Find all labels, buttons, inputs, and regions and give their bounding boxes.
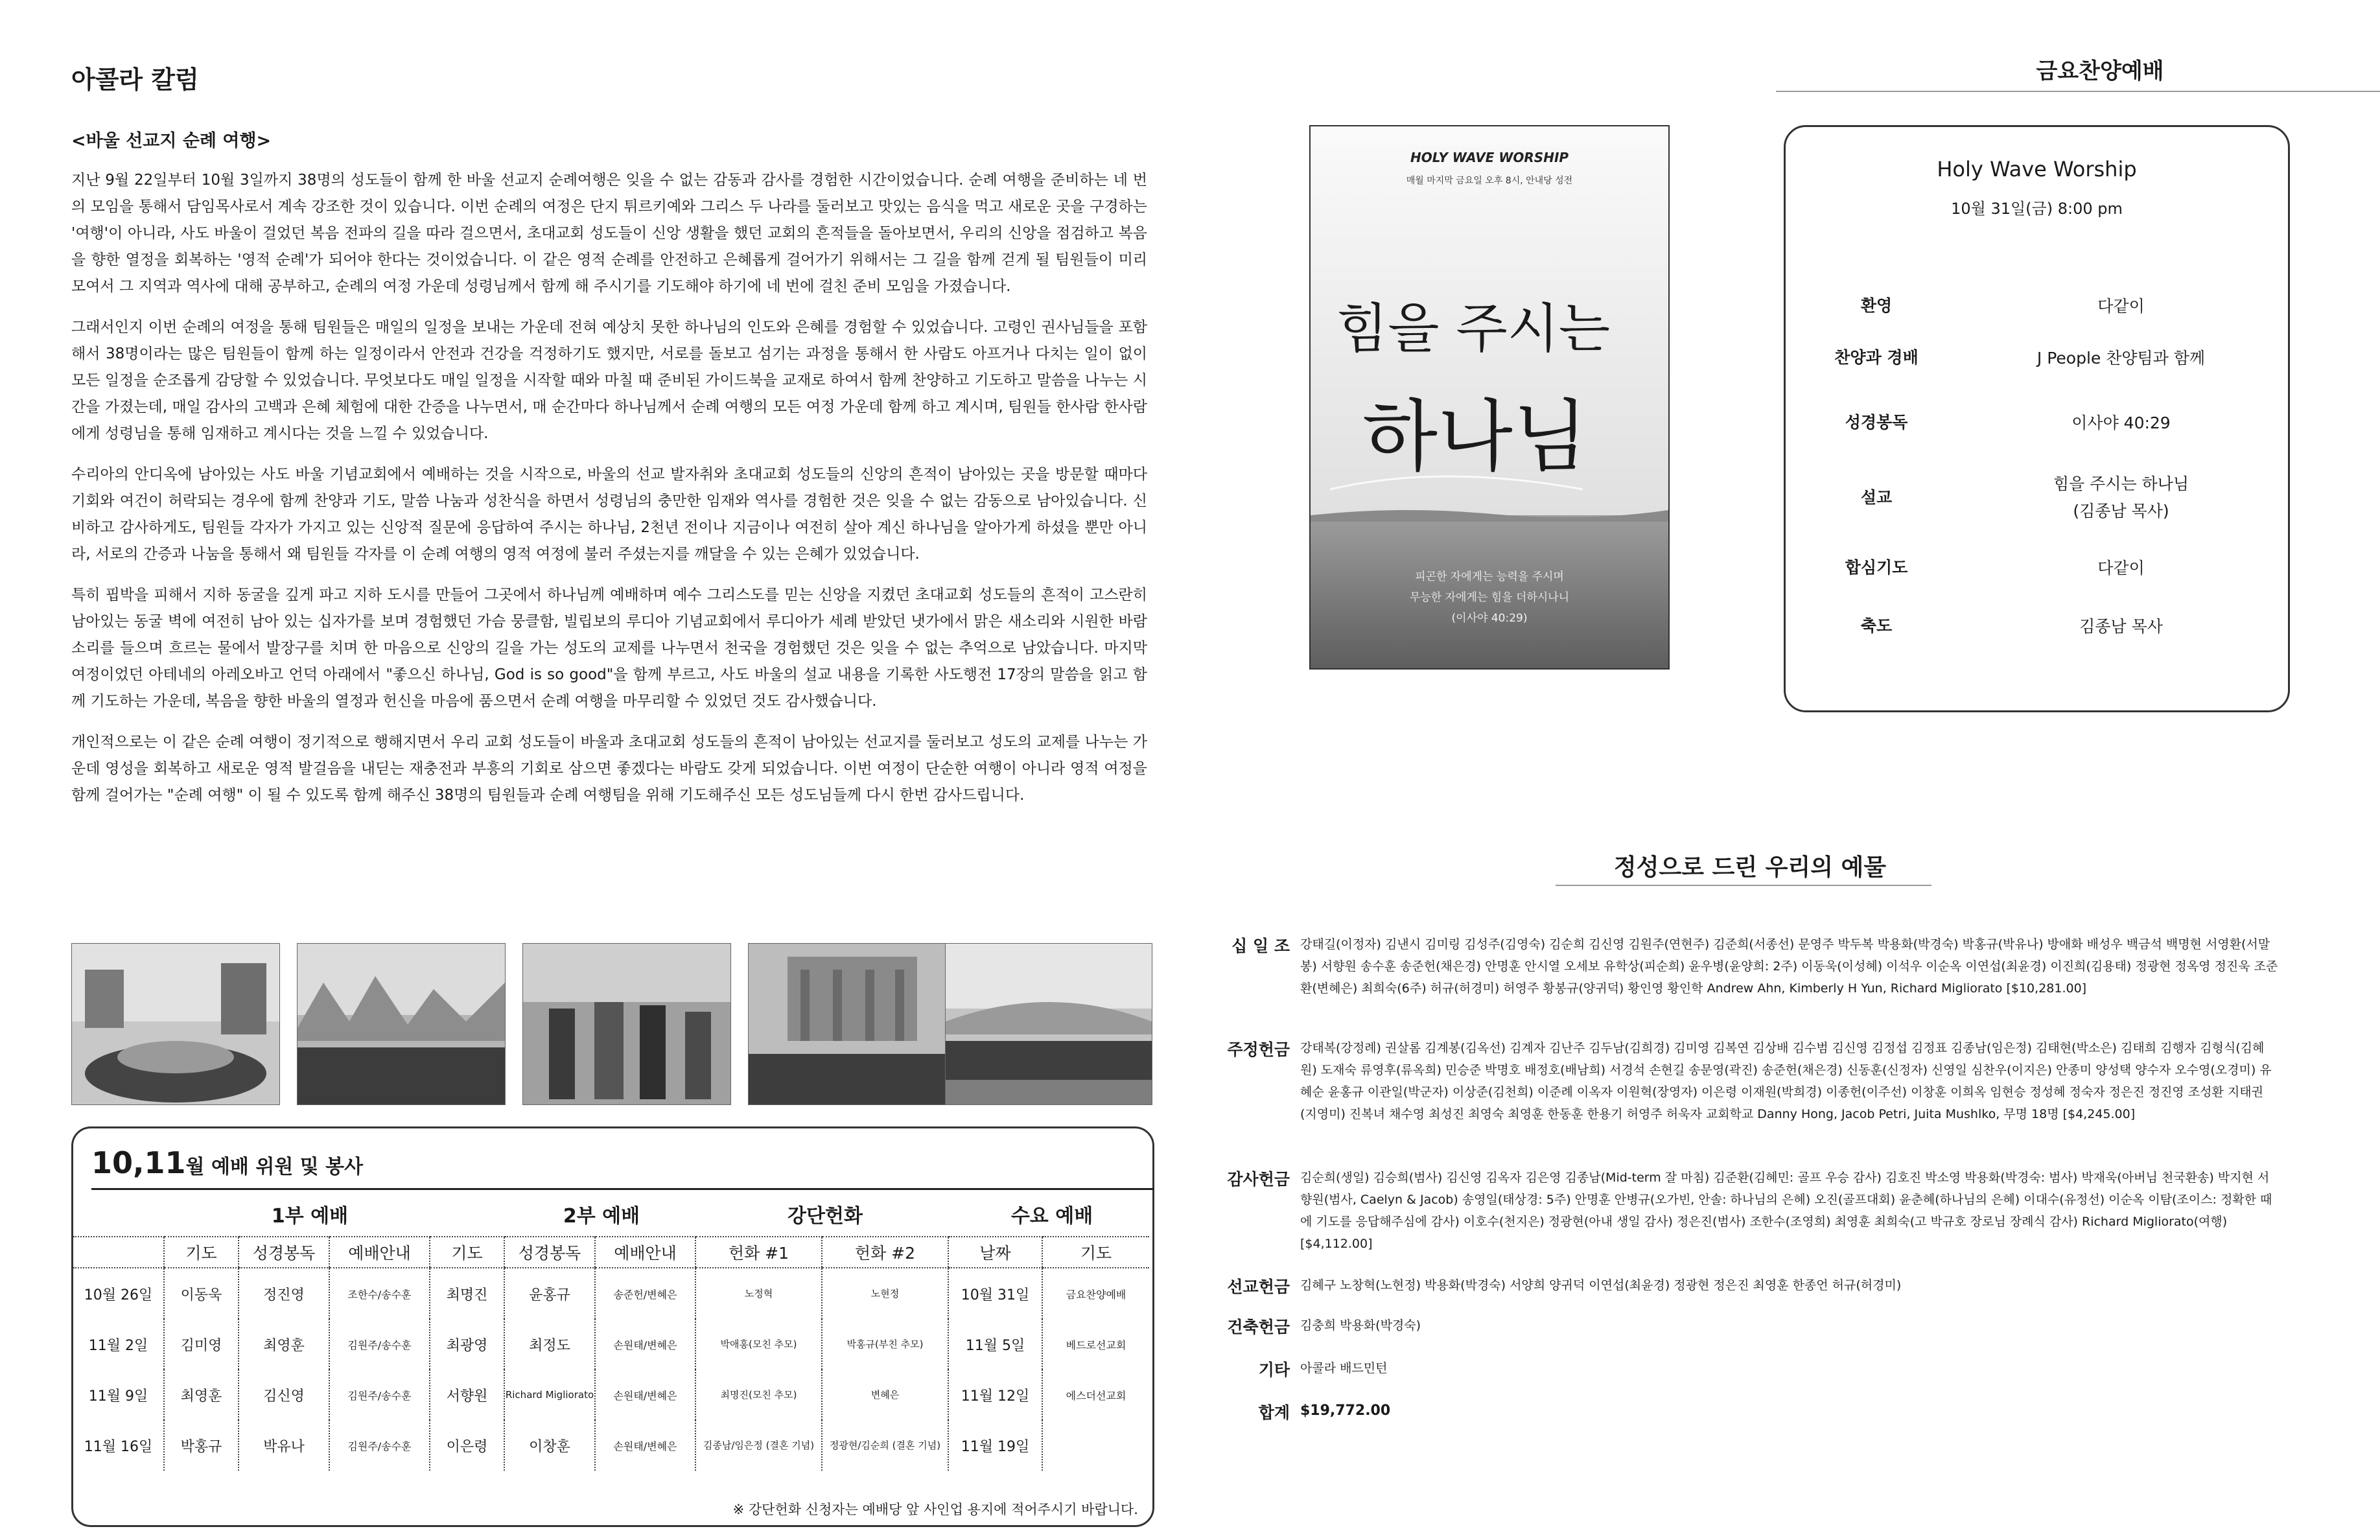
table-cell: 최정도	[504, 1319, 595, 1370]
offering-names: 강태길(이정자) 김낸시 김미링 김성주(김영숙) 김순희 김신영 김원주(연현주) 김준희(서종선) 문영주 박두복 박용화(박경숙) 박홍규(박유나) 방애화 배성우 백금석 백명현 서영환(서말봉) 서향원 송수훈 송준헌(채은경) 안명훈 안시열 오세보 유학상(피순희) 윤우병(윤양희: 2주) 이동욱(이성혜) 이석우 이순옥 이연섭(최윤경) 이진희(김용태) 정광현 정옥영 정진욱 조준환(변혜은) 최희숙(6주) 허규(허경미) 허영주 황봉규(양귀덕) 황인영 황인학 Andrew Ahn, Kimberly H Yun, Richard Migliorato [$10,281.00]	[1300, 937, 2278, 996]
friday-worship-name: Holy Wave Worship	[1937, 157, 2137, 181]
offering-label: 건축헌금	[1227, 1318, 1290, 1336]
program-value: J People 찬양팀과 함께	[2036, 349, 2206, 368]
friday-program-box	[1784, 125, 2290, 712]
offerings-title-rule	[1556, 885, 1931, 886]
table-row	[73, 1319, 1149, 1370]
header-cell: 예배안내	[595, 1237, 695, 1268]
group-second-service: 2부 예배	[563, 1205, 640, 1228]
offerings-title: 정성으로 드린 우리의 예물	[1613, 854, 1887, 881]
table-cell: 최광영	[430, 1319, 504, 1370]
table-cell: 최명진(모친 추모)	[695, 1370, 822, 1420]
offering-total: $19,772.00	[1300, 1403, 1391, 1419]
table-cell: 송준헌/변혜은	[595, 1268, 695, 1319]
poster-verse-ref: (이사야 40:29)	[1451, 612, 1528, 625]
table-cell: 이창훈	[504, 1420, 595, 1471]
program-item: 설교	[1860, 488, 1893, 507]
table-cell: 박유나	[239, 1420, 329, 1471]
program-item: 찬양과 경배	[1834, 348, 1919, 367]
header-cell: 기도	[430, 1237, 504, 1268]
program-value-sub: (김종남 목사)	[2073, 502, 2169, 520]
table-cell: 10월 26일	[84, 1287, 153, 1303]
poster-main-line2: 하나님	[1362, 392, 1588, 482]
schedule-note: ※ 강단헌화 신청자는 예배당 앞 사인업 용지에 적어주시기 바랍니다.	[732, 1502, 1138, 1517]
table-cell: 변혜은	[822, 1370, 948, 1420]
offering-label: 합계	[1258, 1403, 1290, 1422]
table-cell: 11월 9일	[88, 1388, 148, 1405]
offering-label: 선교헌금	[1227, 1278, 1290, 1296]
group-altar-flowers: 강단헌화	[788, 1205, 863, 1228]
program-item: 환영	[1860, 296, 1893, 315]
column-paragraph: 지난 9월 22일부터 10월 3일까지 38명의 성도들이 함께 한 바울 선교지 순례여행은 잊을 수 없는 감동과 감사를 경험한 시간이었습니다. 순례 여행을 준비하는 네 번의 모임을 통해서 담임목사로서 계속 강조한 것이 있습니다. 이번 순례의 여정은 단지 튀르키예와 그리스 두 나라를 둘러보고 맛있는 음식을 먹고 새로운 곳을 구경하는 '여행'이 아니라, 사도 바울이 걸었던 복음 전파의 길을 따라 걸으면서, 초대교회 성도들이 신앙 생활을 했던 교회의 흔적들을 돌아보면서, 우리의 신앙을 점검하고 복음을 향한 열정을 회복하는 '영적 순례'가 되어야 한다는 것이었습니다. 이 같은 영적 순례를 안전하고 은혜롭게 걸어가기 위해서는 그 길을 함께 걷게 될 팀원들이 미리 모여서 그 지역과 역사에 대해 공부하고, 순례의 여정 가운데 성령님께서 함께 해 주시기를 기도해야 하기에 네 번에 걸친 준비 모임을 가졌습니다.	[71, 172, 1147, 295]
friday-section-title: 금요찬양예배	[2036, 58, 2164, 84]
column-subtitle: <바울 선교지 순례 여행>	[71, 131, 272, 151]
friday-worship-datetime: 10월 31일(금) 8:00 pm	[1951, 200, 2123, 218]
table-cell: 11월 12일	[948, 1370, 1042, 1420]
table-cell: 최영훈	[239, 1319, 329, 1370]
poster-verse-line2: 무능한 자에게는 힘을 더하시나니	[1409, 591, 1570, 604]
poster-verse-line1: 피곤한 자에게는 능력을 주시며	[1415, 570, 1564, 583]
program-item: 축도	[1860, 616, 1893, 635]
table-cell: 이은령	[430, 1420, 504, 1471]
schedule-title	[91, 1145, 363, 1180]
table-cell: 박홍규	[164, 1420, 239, 1471]
poster-main-line1: 힘을 주시는	[1336, 298, 1611, 360]
table-cell: 11월 2일	[88, 1337, 148, 1354]
table-cell: 손원태/변혜은	[595, 1420, 695, 1471]
header-cell: 성경봉독	[504, 1237, 595, 1268]
table-cell: 최명진	[430, 1268, 504, 1319]
schedule-table	[73, 1236, 1149, 1471]
table-cell: 손원태/변혜은	[595, 1319, 695, 1370]
table-cell: 이동욱	[164, 1268, 239, 1319]
table-row	[73, 1420, 1149, 1471]
schedule-header-row	[73, 1237, 1149, 1268]
table-cell: 서향원	[430, 1370, 504, 1420]
program-value: 김종남 목사	[2079, 617, 2163, 636]
poster-top-title: HOLY WAVE WORSHIP	[1410, 150, 1569, 165]
program-item: 합심기도	[1845, 558, 1908, 577]
header-cell: 날짜	[948, 1237, 1042, 1268]
table-cell: 노현정	[822, 1268, 948, 1319]
column-paragraph: 수리아의 안디옥에 남아있는 사도 바울 기념교회에서 예배하는 것을 시작으로, 바울의 선교 발자취와 초대교회 성도들의 신앙의 흔적이 남아있는 곳을 방문할 때마다 기회와 여건이 허락되는 경우에 함께 찬양과 기도, 말씀 나눔과 성찬식을 하면서 성령님의 충만한 임재와 역사를 경험한 것은 잊을 수 없는 감동으로 남아있습니다. 신비하고 감사하게도, 팀원들 각자가 가지고 있는 신앙적 질문에 응답하여 주시는 하나님, 2천년 전이나 지금이나 여전히 살아 계신 하나님을 알아가게 하셨을 뿐만 아니라, 서로의 간증과 나눔을 통해서 왜 팀원들 각자를 이 순례 여행의 영적 여정에 불러 주셨는지를 깨달을 수 있는 은혜가 있었습니다.	[71, 466, 1147, 563]
offering-names: 김순희(생일) 김승희(범사) 김신영 김옥자 김은영 김종남(Mid-term 잘 마침) 김준환(김혜민: 골프 우승 감사) 김호진 박소영 박용화(박경숙: 범사) 박재욱(아버님 천국환송) 박지현 서향원(범사, Caelyn & Jacob) 송영일(태상경: 5주) 안명훈 안병규(오가빈, 안솔: 하나님의 은혜) 오진(골프대회) 윤춘혜(하나님의 은혜) 이대수(유정선) 이순옥 이탐(조이스: 정확한 때에 기도를 응답해주심에 감사) 이호수(천지은) 정광현(아내 생일 감사) 정은진(범사) 조한수(조영희) 최영훈 최희숙(고 박규호 장로님 장례식 감사) Richard Migliorato(여행) [$4,112.00]	[1300, 1171, 2272, 1251]
program-value: 이사야 40:29	[2071, 414, 2171, 432]
column-body	[71, 167, 1147, 823]
header-cell: 예배안내	[329, 1237, 430, 1268]
program-value: 다같이	[2097, 297, 2145, 316]
program-item: 성경봉독	[1845, 413, 1908, 432]
table-cell: 정진영	[239, 1268, 329, 1319]
table-cell: 김종남/임은정 (결혼 기념)	[695, 1420, 822, 1471]
trip-photo-2	[297, 943, 506, 1105]
header-cell	[73, 1237, 164, 1268]
offering-label: 주정헌금	[1227, 1040, 1290, 1059]
table-cell	[1042, 1420, 1149, 1471]
table-row	[73, 1268, 1149, 1319]
offering-names: 아콜라 배드민턴	[1300, 1361, 1388, 1375]
schedule-title-months: 10,11	[91, 1145, 186, 1180]
service-schedule-box	[71, 1126, 1154, 1527]
offering-label: 십 일 조	[1231, 937, 1290, 955]
column-paragraph: 개인적으로는 이 같은 순례 여행이 정기적으로 행해지면서 우리 교회 성도들이 바울과 초대교회 성도들의 흔적이 남아있는 선교지를 둘러보고 성도의 교제를 나누는 가운데 영성을 회복하고 새로운 영적 발걸음을 내딛는 재충전과 부흥의 기회로 삼으면 좋겠다는 바람도 갖게 되었습니다. 이번 여정이 단순한 여행이 아니라 영적 여정을 함께 걸어가는 "순례 여행" 이 될 수 있도록 함께 해주신 38명의 팀원들과 순례 여행팀을 위해 기도해주신 모든 성도님들께 다시 한번 감사드립니다.	[71, 734, 1147, 804]
column-paragraph: 그래서인지 이번 순례의 여정을 통해 팀원들은 매일의 일정을 보내는 가운데 전혀 예상치 못한 하나님의 인도와 은혜를 경험할 수 있었습니다. 고령인 권사님들을 포함해서 38명이라는 많은 팀원들이 함께 하는 일정이라서 안전과 건강을 걱정하기도 했지만, 서로를 돌보고 섬기는 과정을 통해서 한 사람도 아프거나 다치는 일이 없이 모든 일정을 순조롭게 감당할 수 있었습니다. 무엇보다도 매일 일정을 시작할 때와 마칠 때 준비된 가이드북을 교재로 하여서 함께 찬양하고 기도하고 말씀을 나누는 시간을 가졌는데, 매일 감사의 고백과 은혜 체험에 대한 간증을 나누면서, 매 순간마다 하나님께서 순례 여행의 모든 여정 가운데 함께 하고 계시며, 팀원들 한사람 한사람에게 성령님을 통해 임재하고 계시다는 것을 느낄 수 있었습니다.	[71, 319, 1147, 442]
worship-poster	[1309, 125, 1670, 670]
program-value: 다같이	[2097, 559, 2145, 578]
table-cell: 김원주/송수훈	[329, 1420, 430, 1471]
group-first-service: 1부 예배	[271, 1205, 349, 1228]
trip-photo-4	[748, 943, 957, 1105]
table-cell: 정광현/김순희 (결혼 기념)	[822, 1420, 948, 1471]
trip-photo-5	[945, 943, 1152, 1105]
header-cell: 기도	[164, 1237, 239, 1268]
table-cell: 10월 31일	[948, 1268, 1042, 1319]
offering-names: 김충희 박용화(박경숙)	[1300, 1318, 1421, 1333]
table-cell: 최영훈	[164, 1370, 239, 1420]
offering-names: 강태복(강정례) 권살롬 김계봉(김옥선) 김계자 김난주 김두남(김희경) 김미영 김복연 김상배 김수범 김신영 김정섭 김정표 김종남(임은정) 김태현(박소은) 김태희 김행자 김형식(김혜원) 도재숙 류영후(류옥희) 민승준 박명호 배정호(배남희) 서경석 손현길 송문영(곽진) 송준헌(채은경) 신동훈(신정자) 신영일 심찬우(이지은) 안종미 양성택 양수자 오수영(오경미) 유혜순 윤홍규 이관일(박군자) 이상준(김천희) 이준례 이옥자 이원혁(장영자) 이은령 이재원(박희경) 이종헌(이주선) 이창훈 이희옥 임현승 정성혜 정숙자 정은진 정진영 조성환 지태권(지영미) 진복녀 채수영 최성진 최영숙 최영훈 한동훈 한용기 허영주 허욱자 교회학교 Danny Hong, Jacob Petri, Juita Mushlko, 무명 18명 [$4,245.00]	[1300, 1041, 2272, 1121]
table-cell: 조한수/송수훈	[329, 1268, 430, 1319]
program-value: 힘을 주시는 하나님	[2053, 474, 2189, 493]
header-cell: 헌화 #1	[695, 1237, 822, 1268]
table-cell: Richard Migliorato	[504, 1370, 595, 1420]
header-cell: 성경봉독	[239, 1237, 329, 1268]
table-cell: 김신영	[239, 1370, 329, 1420]
table-cell: 박홍규(부친 추모)	[822, 1319, 948, 1370]
offering-label: 감사헌금	[1227, 1170, 1290, 1189]
offering-label: 기타	[1258, 1360, 1290, 1379]
header-cell: 기도	[1042, 1237, 1149, 1268]
poster-top-subtitle: 매월 마지막 금요일 오후 8시, 안내당 성전	[1406, 176, 1573, 186]
table-cell: 김원주/송수훈	[329, 1319, 430, 1370]
table-cell: 손원태/변혜은	[595, 1370, 695, 1420]
offering-names: 김혜구 노창혁(노현정) 박용화(박경숙) 서양희 양귀덕 이연섭(최윤경) 정광현 정은진 최영훈 한종언 허규(허경미)	[1300, 1278, 1902, 1292]
table-row	[73, 1370, 1149, 1420]
trip-photo-1	[71, 943, 280, 1105]
table-cell: 금요찬양예배	[1042, 1268, 1149, 1319]
table-cell: 김원주/송수훈	[329, 1370, 430, 1420]
table-cell: 박애홍(모친 추모)	[695, 1319, 822, 1370]
table-cell: 노정혁	[695, 1268, 822, 1319]
column-paragraph: 특히 핍박을 피해서 지하 동굴을 깊게 파고 지하 도시를 만들어 그곳에서 하나님께 예배하며 예수 그리스도를 믿는 신앙을 지켰던 초대교회 성도들의 흔적이 고스란히 남아있는 동굴 벽에 여전히 남아 있는 십자가를 보며 경험했던 가슴 뭉클함, 빌립보의 루디아 기념교회에서 루디아가 세례 받았던 냇가에서 맑은 새소리와 시원한 바람소리를 들으며 흐르는 물에서 발장구를 치며 한 마음으로 신앙의 길을 가는 성도의 교제를 나누면서 천국을 경험했던 것은 잊을 수 없는 추억으로 남았습니다. 마지막 여정이었던 아테네의 아레오바고 언덕 아래에서 "좋으신 하나님, God is so good"을 함께 부르고, 사도 바울의 설교 내용을 기록한 사도행전 17장의 말씀을 읽고 함께 기도하는 가운데, 복음을 향한 바울의 열정과 헌신을 마음에 품으면서 순례 여행을 마무리할 수 있었던 것도 감사했습니다.	[71, 587, 1147, 710]
table-cell: 에스더선교회	[1042, 1370, 1149, 1420]
trip-photo-3	[522, 943, 731, 1105]
header-cell: 헌화 #2	[822, 1237, 948, 1268]
group-wednesday-service: 수요 예배	[1010, 1205, 1093, 1228]
table-cell: 윤홍규	[504, 1268, 595, 1319]
table-cell: 11월 5일	[948, 1319, 1042, 1370]
table-cell: 11월 16일	[84, 1438, 153, 1455]
schedule-divider	[91, 1188, 1154, 1190]
table-cell: 11월 19일	[948, 1420, 1042, 1471]
table-cell: 베드로선교회	[1042, 1319, 1149, 1370]
schedule-title-text: 월 예배 위원 및 봉사	[185, 1156, 364, 1178]
column-title: 아콜라 칼럼	[71, 65, 199, 94]
table-cell: 김미영	[164, 1319, 239, 1370]
friday-title-rule	[1776, 91, 2380, 92]
